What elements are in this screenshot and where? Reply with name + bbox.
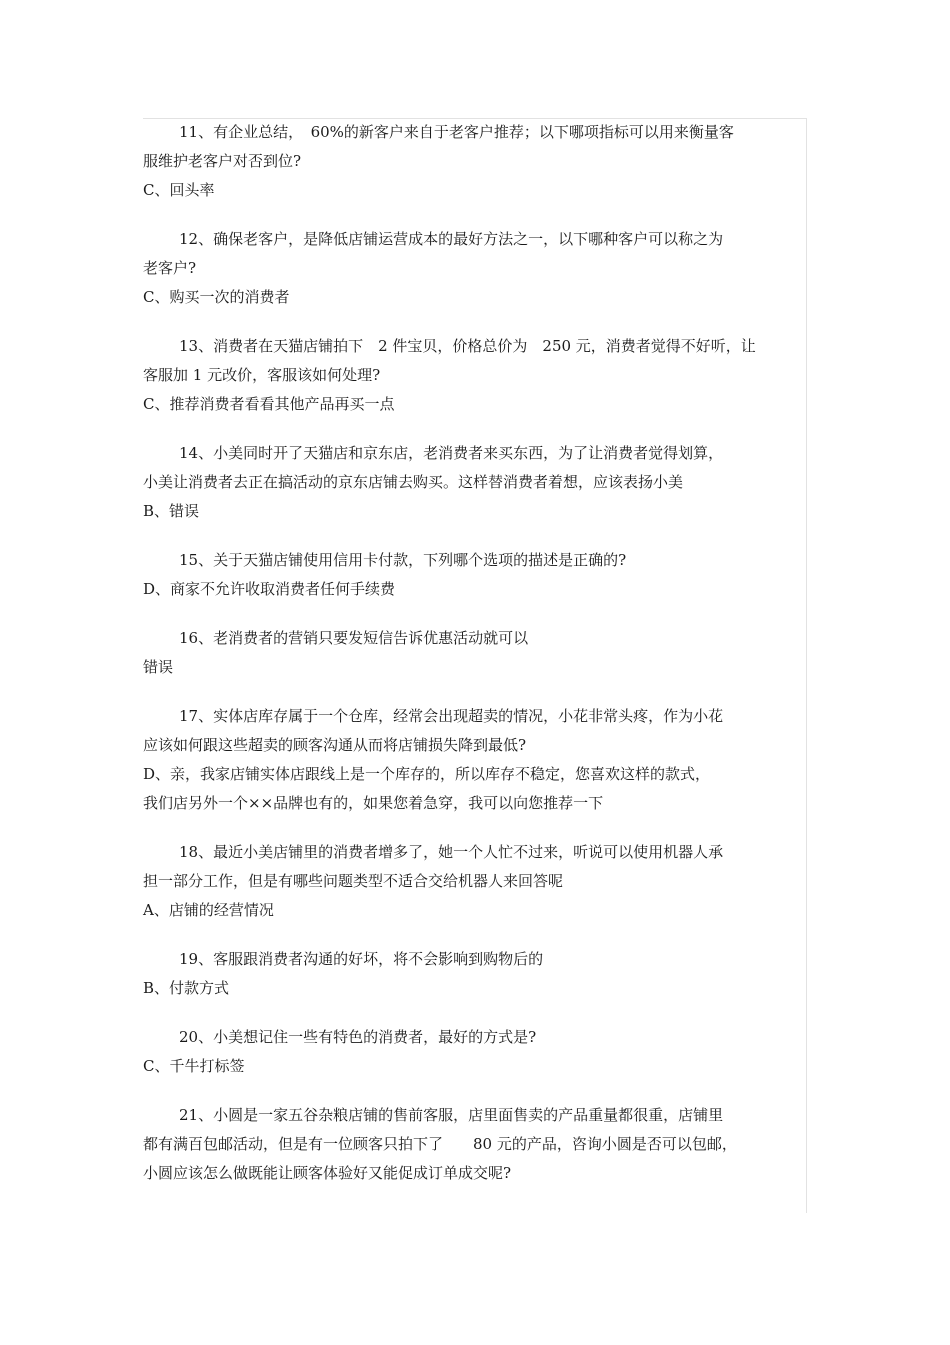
- question-block: [143, 546, 798, 604]
- question-text: 20、小美想记住一些有特色的消费者，最好的方式是?: [179, 1028, 537, 1046]
- question-block: [143, 1023, 798, 1081]
- question-block: [143, 1101, 798, 1188]
- question-block: [143, 225, 798, 312]
- question-text-continued: 客服加 1 元改价，客服该如何处理?: [143, 366, 381, 384]
- question-list: [143, 118, 798, 1208]
- question-text: 19、客服跟消费者沟通的好坏，将不会影响到购物后的: [179, 950, 544, 968]
- question-block: [143, 945, 798, 1003]
- answer-text: D、亲，我家店铺实体店跟线上是一个库存的，所以库存不稳定，您喜欢这样的款式，: [143, 765, 711, 783]
- question-text: 16、老消费者的营销只要发短信告诉优惠活动就可以: [179, 629, 529, 647]
- answer-text: C、千牛打标签: [143, 1057, 245, 1075]
- answer-text: B、错误: [143, 502, 200, 520]
- question-text: 18、最近小美店铺里的消费者增多了，她一个人忙不过来，听说可以使用机器人承: [179, 843, 724, 861]
- question-text: 14、小美同时开了天猫店和京东店，老消费者来买东西，为了让消费者觉得划算，: [179, 444, 724, 462]
- question-text-continued: 都有满百包邮活动，但是有一位顾客只拍下了 80 元的产品，咨询小圆是否可以包邮，: [143, 1135, 737, 1153]
- question-block: [143, 838, 798, 925]
- answer-text: D、商家不允许收取消费者任何手续费: [143, 580, 396, 598]
- question-text: 21、小圆是一家五谷杂粮店铺的售前客服，店里面售卖的产品重量都很重，店铺里: [179, 1106, 724, 1124]
- question-text: 17、实体店库存属于一个仓库，经常会出现超卖的情况，小花非常头疼，作为小花: [179, 707, 724, 725]
- page-border-right: [806, 118, 807, 1213]
- question-text: 13、消费者在天猫店铺拍下 2 件宝贝，价格总价为 250 元，消费者觉得不好听，让: [179, 337, 756, 355]
- answer-text: A、店铺的经营情况: [143, 901, 274, 919]
- answer-text: C、推荐消费者看看其他产品再买一点: [143, 395, 395, 413]
- question-block: [143, 332, 798, 419]
- answer-text: C、购买一次的消费者: [143, 288, 290, 306]
- question-text: 12、确保老客户，是降低店铺运营成本的最好方法之一，以下哪种客户可以称之为: [179, 230, 724, 248]
- answer-text: B、付款方式: [143, 979, 230, 997]
- question-block: [143, 624, 798, 682]
- question-text: 11、有企业总结， 60%的新客户来自于老客户推荐；以下哪项指标可以用来衡量客: [179, 123, 734, 141]
- question-text-continued: 老客户?: [143, 259, 197, 277]
- question-text-continued: 小美让消费者去正在搞活动的京东店铺去购买。这样替消费者着想，应该表扬小美: [143, 473, 684, 491]
- question-block: [143, 702, 798, 818]
- question-text-continued: 担一部分工作，但是有哪些问题类型不适合交给机器人来回答呢: [143, 872, 564, 890]
- answer-text: 我们店另外一个××品牌也有的，如果您着急穿，我可以向您推荐一下: [143, 794, 604, 812]
- answer-text: 错误: [143, 658, 174, 676]
- answer-text: C、回头率: [143, 181, 215, 199]
- question-text-continued: 应该如何跟这些超卖的顾客沟通从而将店铺损失降到最低?: [143, 736, 527, 754]
- question-text-continued: 服维护老客户对否到位?: [143, 152, 302, 170]
- question-text-continued: 小圆应该怎么做既能让顾客体验好又能促成订单成交呢?: [143, 1164, 512, 1182]
- question-text: 15、关于天猫店铺使用信用卡付款，下列哪个选项的描述是正确的?: [179, 551, 627, 569]
- question-block: [143, 439, 798, 526]
- question-block: [143, 118, 798, 205]
